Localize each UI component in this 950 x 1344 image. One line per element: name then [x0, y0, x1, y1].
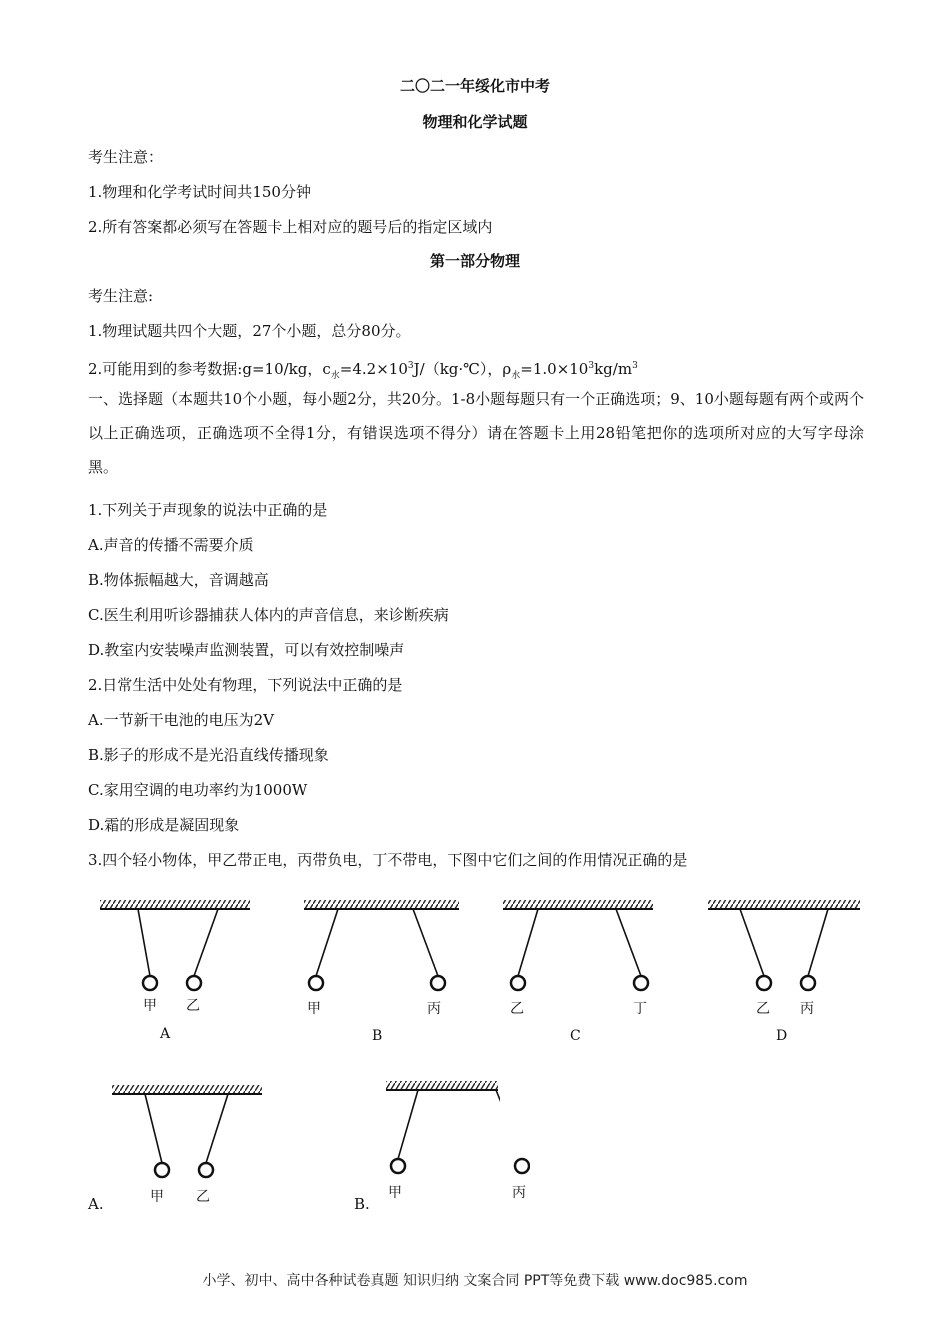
fig-d-option: D — [776, 1028, 788, 1044]
fig-a-right-label: 乙 — [186, 998, 200, 1014]
sub-figure-a — [112, 1085, 262, 1177]
q2-option-d: D.霜的形成是凝固现象 — [88, 816, 240, 834]
sub-fig-a-label: A. — [88, 1195, 104, 1213]
figure-b — [304, 900, 459, 990]
physics-notice-1: 1.物理试题共四个大题，27个小题，总分80分。 — [88, 322, 411, 340]
physics-notice-heading: 考生注意: — [88, 287, 154, 305]
fig-a-option: A — [160, 1026, 171, 1042]
q1-option-a: A.声音的传播不需要介质 — [88, 536, 254, 554]
q1-option-b: B.物体振幅越大，音调越高 — [88, 571, 269, 589]
sub-fig-b-label: B. — [354, 1195, 370, 1213]
fig-d-right-label: 丙 — [800, 1001, 814, 1017]
fig-c-right-label: 丁 — [633, 1001, 647, 1017]
q1-option-d: D.教室内安装噪声监测装置，可以有效控制噪声 — [88, 641, 405, 659]
sub-figure — [100, 1075, 500, 1185]
question-2: 2.日常生活中处处有物理，下列说法中正确的是 — [88, 676, 403, 694]
sub-figure-b — [386, 1081, 500, 1173]
sub-fig-a-right: 乙 — [196, 1189, 210, 1205]
exam-title: 二〇二一年绥化市中考 — [399, 77, 550, 95]
notice-item-1: 1.物理和化学考试时间共150分钟 — [88, 183, 311, 201]
figure-a — [100, 900, 250, 990]
fig-c-option: C — [570, 1028, 581, 1044]
q2-option-b: B.影子的形成不是光沿直线传播现象 — [88, 746, 329, 764]
sub-figure-b-right-ball — [490, 1150, 530, 1180]
q1-option-c: C.医生利用听诊器捕获人体内的声音信息，来诊断疾病 — [88, 606, 449, 624]
question-1: 1.下列关于声现象的说法中正确的是 — [88, 501, 328, 519]
part-title: 第一部分物理 — [429, 252, 520, 270]
exam-subtitle: 物理和化学试题 — [422, 113, 528, 131]
q2-option-c: C.家用空调的电功率约为1000W — [88, 781, 308, 799]
fig-b-right-label: 丙 — [427, 1001, 441, 1017]
fig-b-option: B — [372, 1028, 383, 1044]
question-3: 3.四个轻小物体，甲乙带正电，丙带负电，丁不带电，下图中它们之间的作用情况正确的是 — [88, 851, 688, 869]
sub-fig-a-left: 甲 — [150, 1189, 164, 1205]
fig-a-left-label: 甲 — [143, 998, 157, 1014]
footer-text: 小学、初中、高中各种试卷真题 知识归纳 文案合同 PPT等免费下载 www.doc985.com — [202, 1273, 748, 1289]
figure-c — [503, 900, 653, 990]
physics-notice-2: 2.可能用到的参考数据:g=10/kg，$c_水=4.2\times 10^3J/(kg\cdot℃)$，$\rho_水=1.0\times 10^3kg/m^3$ — [88, 360, 638, 381]
notice-heading: 考生注意： — [88, 148, 164, 166]
pendulum-figure — [88, 880, 864, 1050]
notice-item-2: 2.所有答案都必须写在答题卡上相对应的题号后的指定区域内 — [88, 218, 493, 236]
sub-fig-b-right: 丙 — [512, 1185, 526, 1201]
fig-c-left-label: 乙 — [510, 1001, 524, 1017]
sub-fig-b-left: 甲 — [388, 1185, 402, 1201]
figure-d — [708, 900, 860, 990]
fig-d-left-label: 乙 — [756, 1001, 770, 1017]
section-instructions: 一、选择题（本题共10个小题，每小题2分，共20分。1-8小题每题只有一个正确选项；9、10小题每题有两个或两个以上正确选项，正确选项不全得1分，有错误选项不得分）请在答题卡上用28铅笔把你的选项所对应的大写字母涂黑。 — [88, 390, 864, 476]
fig-b-left-label: 甲 — [307, 1001, 321, 1017]
q2-option-a: A.一节新干电池的电压为2V — [88, 711, 274, 729]
